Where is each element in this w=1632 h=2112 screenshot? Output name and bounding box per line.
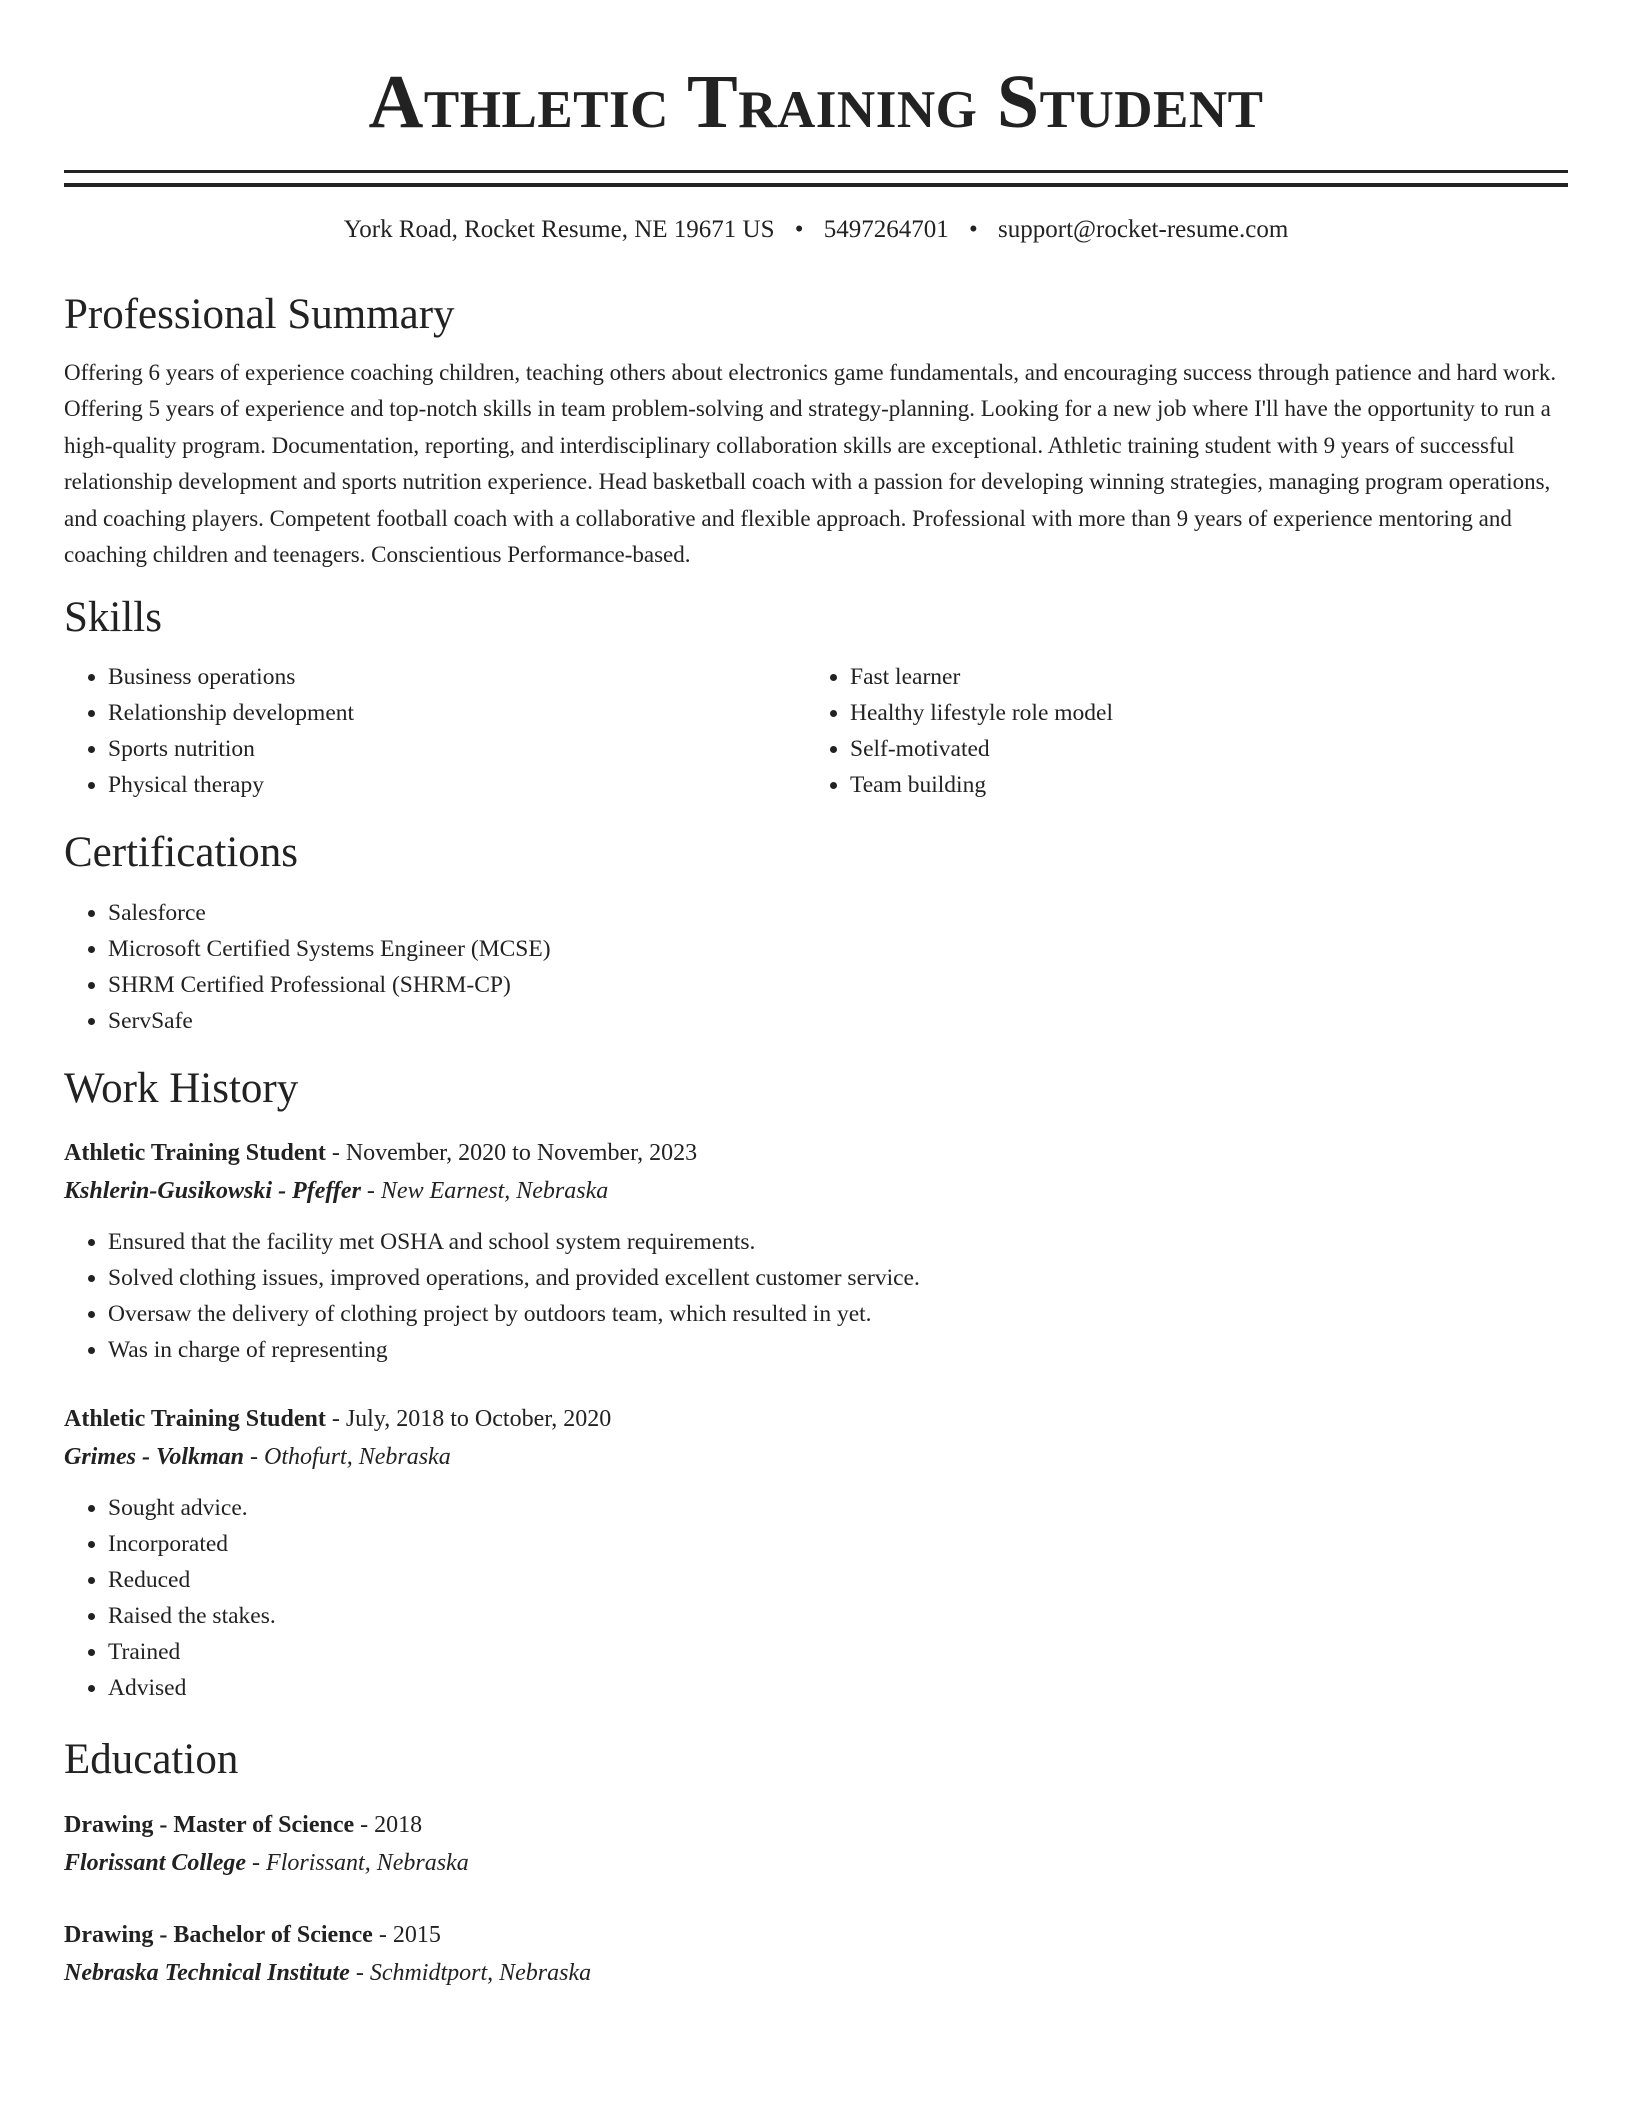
graduation-year: 2015 — [392, 1921, 441, 1948]
skills-heading: Skills — [64, 593, 162, 641]
graduation-year: 2018 — [374, 1811, 423, 1838]
dash: - — [354, 1811, 375, 1838]
company-name: Kshlerin-Gusikowski - Pfeffer — [64, 1178, 361, 1205]
contact-line — [64, 215, 1568, 245]
degree: Drawing - Master of Science — [64, 1811, 355, 1838]
company-line — [64, 1438, 1568, 1476]
job-title-line — [64, 1400, 1568, 1438]
job-duty: • Incorporated — [108, 1526, 1568, 1562]
school-name: Nebraska Technical Institute — [64, 1959, 350, 1986]
title-double-rule — [64, 170, 1568, 187]
degree-line — [64, 1806, 1568, 1844]
school-location: Florissant, Nebraska — [266, 1849, 469, 1876]
job-duty: • Oversaw the delivery of clothing project by outdoors team, which resulted in yet. — [108, 1296, 1568, 1332]
job-dates: November, 2020 to November, 2023 — [345, 1140, 698, 1167]
certifications-list — [64, 895, 1568, 1039]
education-entry — [64, 1806, 1568, 1882]
job-dates: July, 2018 to October, 2020 — [345, 1406, 612, 1433]
school-line — [64, 1844, 1568, 1882]
job-entry — [64, 1400, 1568, 1706]
summary-text: Offering 6 years of experience coaching children, teaching others about electronics game fundamentals, and encouraging success through patience and hard work. Offering 5 years of experience and top-notch skills in team problem-solving and strategy-planning. Looking for a new job where I'll have the opportunity to run a high-quality program. Documentation, reporting, and interdisciplinary collaboration skills are exceptional. Athletic training student with 9 years of successful relationship development and sports nutrition experience. Head basketball coach with a passion for developing winning strategies, managing program operations, and coaching players. Competent football coach with a collaborative and flexible approach. Professional with more than 9 years of experience mentoring and coaching children and teenagers. Conscientious Performance-based. — [64, 359, 1557, 568]
job-duty: • Trained — [108, 1634, 1568, 1670]
job-title: Athletic Training Student — [64, 1140, 326, 1167]
dash: - — [360, 1178, 381, 1205]
dash: - — [325, 1406, 346, 1433]
job-duty: • Advised — [108, 1670, 1568, 1706]
skill-item: • Physical therapy — [108, 767, 806, 803]
school-location: Schmidtport, Nebraska — [369, 1959, 592, 1986]
company-location: New Earnest, Nebraska — [380, 1178, 609, 1205]
skill-item: • Sports nutrition — [108, 731, 806, 767]
certification-item: • SHRM Certified Professional (SHRM-CP) — [108, 967, 1568, 1003]
skill-item: • Relationship development — [108, 695, 806, 731]
dash: - — [325, 1140, 346, 1167]
school-line — [64, 1954, 1568, 1992]
contact-phone: 5497264701 — [823, 216, 949, 243]
contact-address: York Road, Rocket Resume, NE 19671 US — [343, 216, 775, 243]
dash: - — [372, 1921, 393, 1948]
school-name: Florissant College — [64, 1849, 247, 1876]
contact-email: support@rocket-resume.com — [998, 216, 1289, 243]
degree-line — [64, 1916, 1568, 1954]
education-heading: Education — [64, 1736, 239, 1784]
company-location: Othofurt, Nebraska — [264, 1444, 451, 1471]
certification-item: • Salesforce — [108, 895, 1568, 931]
certification-item: • ServSafe — [108, 1003, 1568, 1039]
job-duties-list — [64, 1490, 1568, 1706]
degree: Drawing - Bachelor of Science — [64, 1921, 373, 1948]
company-name: Grimes - Volkman — [64, 1444, 245, 1471]
job-duty: • Reduced — [108, 1562, 1568, 1598]
certifications-heading: Certifications — [64, 829, 299, 877]
education-entry — [64, 1916, 1568, 1992]
certification-item: • Microsoft Certified Systems Engineer (MCSE) — [108, 931, 1568, 967]
job-title-line — [64, 1134, 1568, 1172]
job-title: Athletic Training Student — [64, 1406, 326, 1433]
skill-item: • Fast learner — [850, 659, 1548, 695]
summary-heading: Professional Summary — [64, 291, 455, 338]
skills-list-right — [806, 659, 1548, 803]
skills-list-left — [64, 659, 806, 803]
job-entry — [64, 1134, 1568, 1368]
work-history-heading: Work History — [64, 1064, 299, 1112]
resume-title: Athletic Training Student — [368, 60, 1264, 144]
dash: - — [349, 1959, 370, 1986]
contact-separator: • — [969, 216, 978, 243]
company-line — [64, 1172, 1568, 1210]
dash: - — [246, 1849, 267, 1876]
dash: - — [244, 1444, 265, 1471]
skill-item: • Team building — [850, 767, 1548, 803]
job-duty: • Solved clothing issues, improved operations, and provided excellent customer service. — [108, 1260, 1568, 1296]
skill-item: • Healthy lifestyle role model — [850, 695, 1548, 731]
job-duty: • Ensured that the facility met OSHA and school system requirements. — [108, 1224, 1568, 1260]
job-duty: • Was in charge of representing — [108, 1332, 1568, 1368]
skill-item: • Self-motivated — [850, 731, 1548, 767]
job-duties-list — [64, 1224, 1568, 1368]
skill-item: • Business operations — [108, 659, 806, 695]
job-duty: • Raised the stakes. — [108, 1598, 1568, 1634]
job-duty: • Sought advice. — [108, 1490, 1568, 1526]
contact-separator: • — [794, 216, 804, 243]
skills-grid — [64, 659, 1568, 803]
